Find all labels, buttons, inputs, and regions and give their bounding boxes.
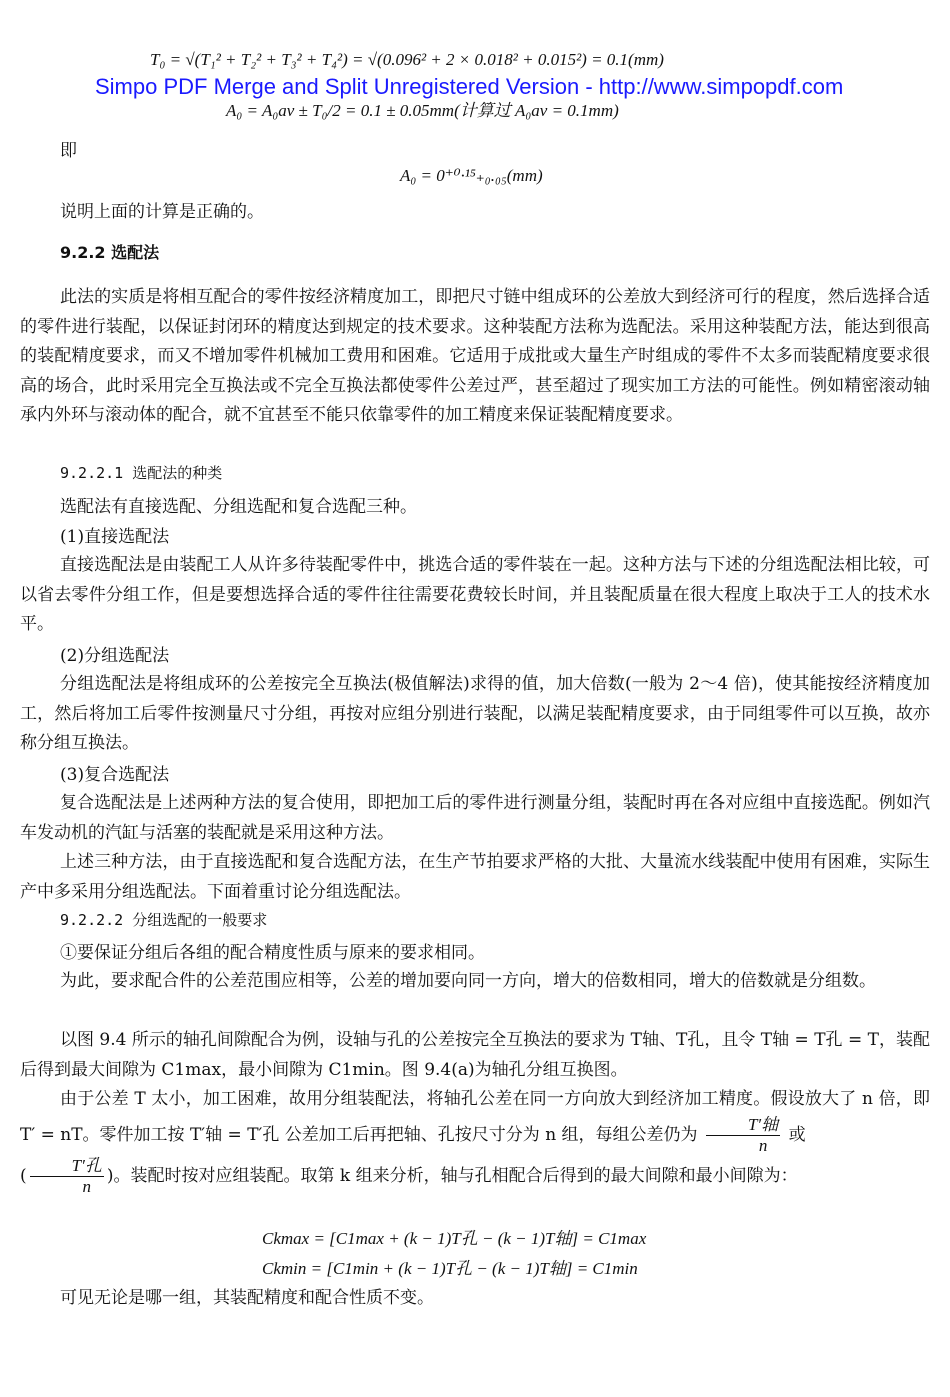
conclusion-text: 说明上面的计算是正确的。 [60, 202, 264, 222]
fraction-shaft-denominator: n [758, 1135, 768, 1155]
section-heading: 9.2.2 选配法 [60, 243, 160, 262]
subsection-heading-requirements: 9.2.2.2 分组选配的一般要求 [60, 911, 268, 929]
watermark-text: Simpo PDF Merge and Split Unregistered Version - http://www.simpopdf.com [95, 74, 844, 99]
equation-min-clearance: Ckmin = [C1min + (k − 1)T孔 − (k − 1)T轴] = C1min [262, 1259, 638, 1278]
equation-max-clearance: Ckmax = [C1max + (k − 1)T孔 − (k − 1)T轴] = C1max [262, 1229, 647, 1248]
heading-group: (2)分组选配法 [60, 646, 170, 666]
paragraph-tolerance-part-a: 由于公差 T 太小，加工困难，故用分组装配法，将轴孔公差在同一方向放大到经济加工精度。假设放大了 n 倍，即 T′ = nT。零件加工按 T′轴 = T′孔 公差加工后再把轴、孔按尺寸分为 n 组，每组公差仍为 [20, 1089, 930, 1145]
subsection-heading-types: 9.2.2.1 选配法的种类 [60, 464, 223, 482]
paragraph-tolerance: 由于公差 T 太小，加工困难，故用分组装配法，将轴孔公差在同一方向放大到经济加工精度。假设放大了 n 倍，即 T′ = nT。零件加工按 T′轴 = T′孔 公差加工后再把轴、孔按尺寸分为 n 组，每组公差仍为 $\frac{\text{T′轴}}{n}$ 或 ( $\frac{\text{T′孔}}{n}$ )。装配时按对应组装配。取第 k 组来分析，轴与孔相配合后得到的最大间隙和最小间隙为： [20, 1089, 930, 1196]
heading-direct: (1)直接选配法 [60, 527, 170, 547]
heading-compound: (3)复合选配法 [60, 765, 170, 785]
paragraph-tolerance-part-b: 。装配时按对应组装配。取第 k 组来分析，轴与孔相配合后得到的最大间隙和最小间隙为： [113, 1165, 798, 1186]
formula-t0: T₀ = √(T₁² + T₂² + T₃² + T₄²) = √(0.096² + 2 × 0.018² + 0.015²) = 0.1(mm) [150, 50, 664, 69]
paragraph-three-methods: 上述三种方法，由于直接选配和复合选配方法，在生产节拍要求严格的大批、大量流水线装配中使用有困难，实际生产中多采用分组选配法。下面着重讨论分组选配法。 [20, 852, 930, 902]
formula-a0-result: A₀ = 0⁺⁰·¹⁵₊₀.₀₅(mm) [400, 166, 543, 185]
paragraph-figure-example: 以图 9.4 所示的轴孔间隙配合为例，设轴与孔的公差按完全互换法的要求为 T轴、T孔，且令 T轴 = T孔 = T，装配后得到最大间隙为 C1max，最小间隙为 C1min。图 9.4(a)为轴孔分组互换图。 [20, 1030, 930, 1080]
formula-a0: A₀ = A₀av ± T₀/2 = 0.1 ± 0.05mm(计算过 A₀av = 0.1mm) [226, 101, 619, 120]
paragraph-essence: 此法的实质是将相互配合的零件按经济精度加工，即把尺寸链中组成环的公差放大到经济可行的程度，然后选择合适的零件进行装配，以保证封闭环的精度达到规定的技术要求。这种装配方法称为选配法。采用这种装配方法，能达到很高的装配精度要求，而又不增加零件机械加工费用和困难。它适用于成批或大量生产时组成的零件不太多而装配精度要求很高的场合，此时采用完全互换法或不完全互换法都使零件公差过严，甚至超过了现实加工方法的可能性。例如精密滚动轴承内外环与滚动体的配合，就不宜甚至不能只依靠零件的加工精度来保证装配精度要求。 [20, 287, 930, 426]
paragraph-types: 选配法有直接选配、分组选配和复合选配三种。 [60, 497, 417, 517]
ji-text: 即 [60, 141, 77, 161]
paragraph-compound: 复合选配法是上述两种方法的复合使用，即把加工后的零件进行测量分组，装配时再在各对应组中直接选配。例如汽车发动机的汽缸与活塞的装配就是采用这种方法。 [20, 793, 930, 843]
paragraph-direct: 直接选配法是由装配工人从许多待装配零件中，挑选合适的零件装在一起。这种方法与下述的分组选配法相比较，可以省去零件分组工作，但是要想选择合适的零件往往需要花费较长时间，并且装配质量在很大程度上取决于工人的技术水平。 [20, 555, 930, 635]
fraction-shaft [706, 1115, 780, 1156]
requirement-1: ①要保证分组后各组的配合精度性质与原来的要求相同。 [60, 943, 485, 963]
fraction-shaft-numerator: T′轴 [706, 1115, 780, 1136]
final-conclusion: 可见无论是哪一组，其装配精度和配合性质不变。 [60, 1288, 434, 1308]
fraction-hole-numerator: T′孔 [30, 1156, 104, 1177]
fraction-hole-denominator: n [82, 1176, 91, 1196]
fraction-hole [30, 1156, 104, 1197]
or-text: 或 [788, 1124, 806, 1145]
paragraph-group: 分组选配法是将组成环的公差按完全互换法(极值解法)求得的值，加大倍数(一般为 2～4 倍)，使其能按经济精度加工，然后将加工后零件按测量尺寸分组，再按对应组分别进行装配，以满足装配精度要求，由于同组零件可以互换，故亦称分组互换法。 [20, 674, 930, 754]
paragraph-requirement-1: 为此，要求配合件的公差范围应相等，公差的增加要向同一方向，增大的倍数相同，增大的倍数就是分组数。 [60, 971, 876, 991]
